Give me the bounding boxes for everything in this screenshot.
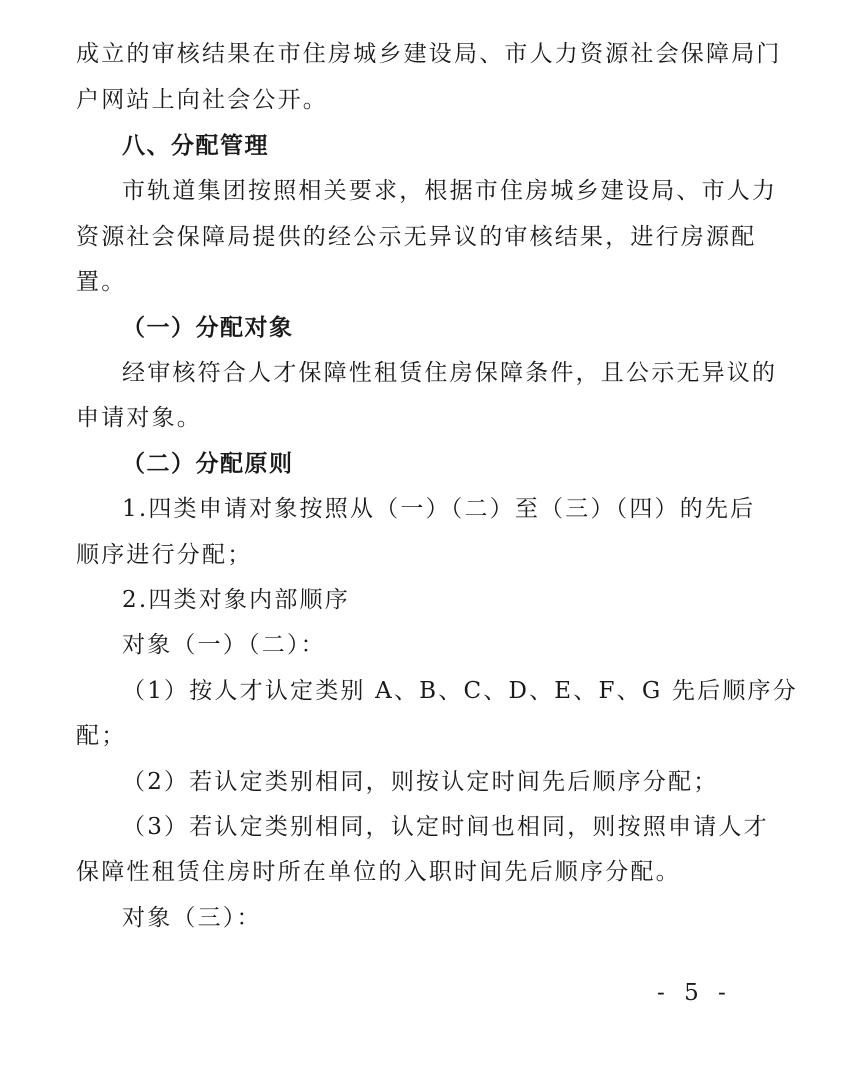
body-text-line: 2.四类对象内部顺序: [122, 587, 350, 613]
body-text-line: 置。: [76, 269, 127, 295]
body-text-line: 保障性租赁住房时所在单位的入职时间先后顺序分配。: [76, 859, 681, 885]
body-text-line: （2）若认定类别相同，则按认定时间先后顺序分配；: [122, 769, 719, 795]
body-text-line: 配；: [76, 723, 127, 749]
subsection-heading-distribution-targets: （一）分配对象: [122, 315, 294, 341]
body-text-line: 户网站上向社会公开。: [76, 87, 328, 113]
body-text-line: 市轨道集团按照相关要求，根据市住房城乡建设局、市人力: [122, 178, 778, 204]
body-text-line: （3）若认定类别相同，认定时间也相同，则按照申请人才: [122, 814, 769, 840]
body-text-line: 1.四类申请对象按照从（一）（二）至（三）（四）的先后: [122, 496, 756, 522]
body-text-line: 资源社会保障局提供的经公示无异议的审核结果，进行房源配: [76, 224, 757, 250]
body-text-line: 经审核符合人才保障性租赁住房保障条件，且公示无异议的: [122, 360, 778, 386]
body-text-line: 对象（一）（二）：: [122, 632, 326, 658]
section-heading-distribution-management: 八、分配管理: [122, 133, 269, 159]
subsection-heading-distribution-principles: （二）分配原则: [122, 451, 294, 477]
body-text-line: 顺序进行分配；: [76, 542, 253, 568]
body-text-line: （1）按人才认定类别 A、B、C、D、E、F、G 先后顺序分: [122, 678, 798, 704]
body-text-line: 对象（三）：: [122, 905, 262, 931]
page-number: - 5 -: [657, 980, 732, 1006]
body-text-line: 申请对象。: [76, 405, 202, 431]
body-text-line: 成立的审核结果在市住房城乡建设局、市人力资源社会保障局门: [76, 41, 782, 67]
